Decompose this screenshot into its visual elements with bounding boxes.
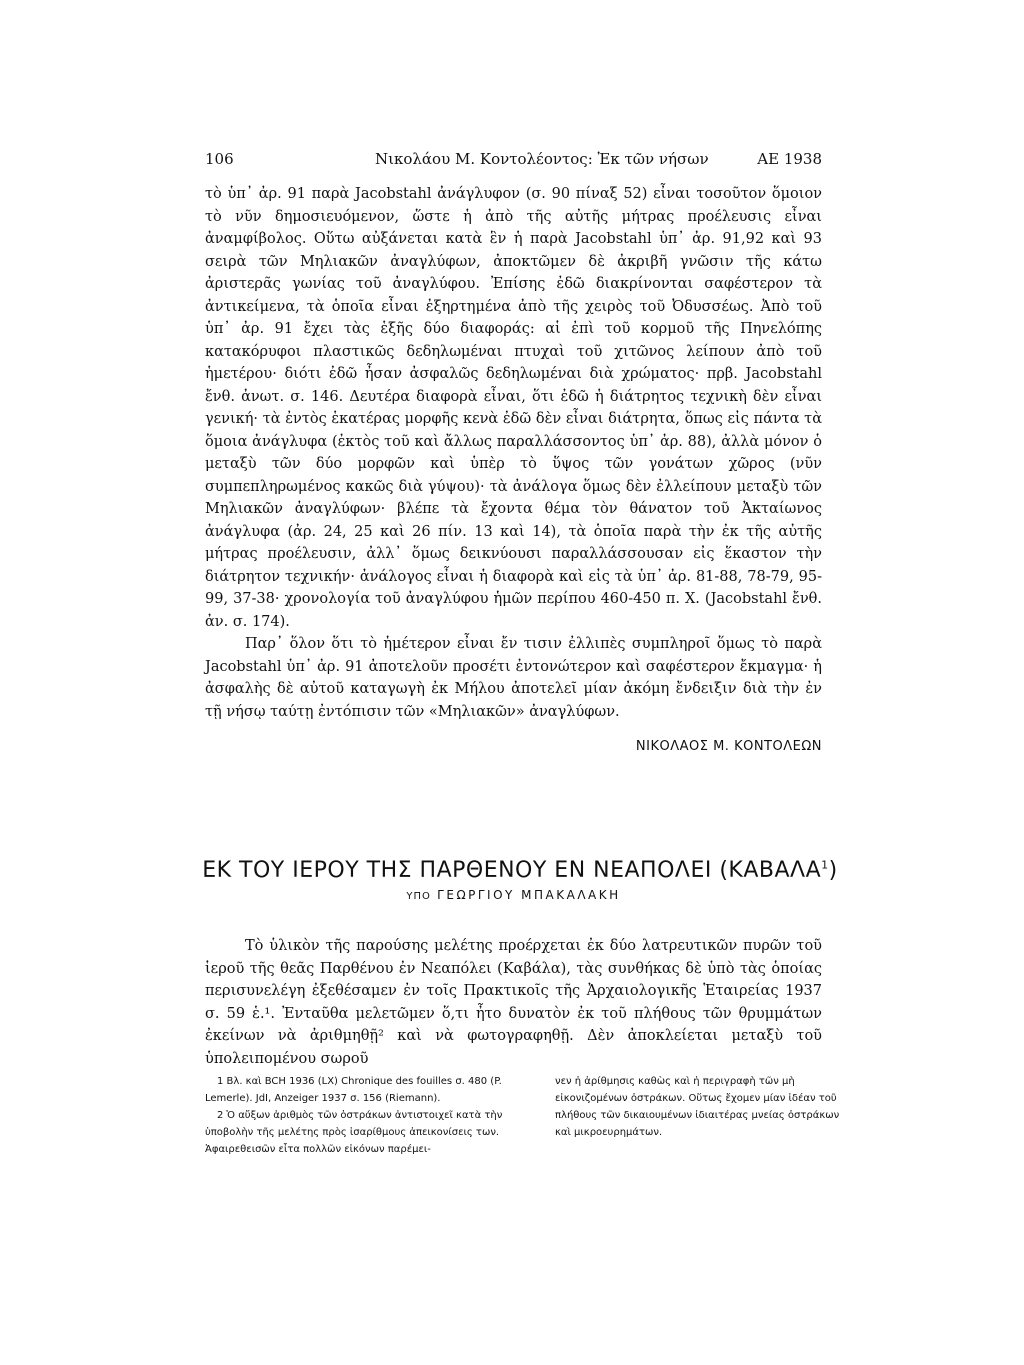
article-body [205,935,822,1070]
previous-article-text [205,183,822,723]
article-byline [205,888,822,902]
footnotes-left [205,1073,505,1158]
author-signature: ΝΙΚΟΛΑΟΣ Μ. ΚΟΝΤΟΛΕΩΝ [635,739,822,754]
article-title-text: ΕΚ ΤΟΥ ΙΕΡΟΥ ΤΗΣ ΠΑΡΘΕΝΟΥ ΕΝ ΝΕΑΠΟΛΕΙ (ΚΑΒΑΛΑ [202,858,822,883]
journal-label: ΑΕ 1938 [757,150,822,168]
footnote-1: 1 Βλ. καὶ BCH 1936 (LX) Chronique des fouilles σ. 480 (P. Lemerle). JdI, Anzeiger 1937 σ. 156 (Riemann). [205,1076,502,1104]
article-title [180,858,860,883]
article-title-close: ) [828,858,838,883]
running-header [205,150,822,172]
body-paragraph: τὸ ὑπ᾽ ἀρ. 91 παρὰ Jacobstahl ἀνάγλυφον (σ. 90 πίναξ 52) εἶναι τοσοῦτον ὅμοιον τὸ νῦν δημοσιευόμενον, ὥστε ἡ ἀπὸ τῆς αὐτῆς μήτρας προέλευσις εἶναι ἀναμφίβολος. Οὕτω αὐξάνεται κατὰ ἓν ἡ παρὰ Jacobstahl ὑπ᾽ ἀρ. 91,92 καὶ 93 σειρὰ τῶν Μηλιακῶν ἀναγλύφων, ἀποκτῶμεν δὲ ἀκριβῆ γνῶσιν τῆς κάτω ἀριστερᾶς γωνίας τοῦ ἀναγλύφου. Ἐπίσης ἐδῶ διακρίνονται σαφέστερον τὰ ἀντικείμενα, τὰ ὁποῖα εἶναι ἐξηρτημένα ἀπὸ τῆς χειρὸς τοῦ Ὀδυσσέως. Ἀπὸ τοῦ ὑπ᾽ ἀρ. 91 ἔχει τὰς ἑξῆς δύο διαφοράς: αἱ ἐπὶ τοῦ κορμοῦ τῆς Πηνελόπης κατακόρυφοι πλαστικῶς δεδηλωμέναι πτυχαὶ τοῦ χιτῶνος λείπουν ἀπὸ τοῦ ἡμετέρου· διότι ἐδῶ ἦσαν ἀσφαλῶς δεδηλωμέναι διὰ χρώματος· πρβ. Jacobstahl ἔνθ. ἀνωτ. σ. 146. Δευτέρα διαφορὰ εἶναι, ὅτι ἐδῶ ἡ διάτρητος τεχνικὴ δὲν εἶναι γενική· τὰ ἐντὸς ἑκατέρας μορφῆς κενὰ ἐδῶ δὲν εἶναι διάτρητα, ὅπως εἰς πάντα τὰ ὅμοια ἀνάγλυφα (ἐκτὸς τοῦ καὶ ἄλλως παραλλάσσοντος ὑπ᾽ ἀρ. 88), ἀλλὰ μόνον ὁ μεταξὺ τῶν δύο μορφῶν καὶ ὑπὲρ τὸ ὕψος τῶν γονάτων χῶρος (νῦν συμπεπληρωμένος κακῶς διὰ γύψου)· τὰ ἀνάλογα ὅμως δὲν ἐλλείπουν μεταξὺ τῶν Μηλιακῶν ἀναγλύφων· βλέπε τὰ ἔχοντα θέμα τὸν θάνατον τοῦ Ἀκταίωνος ἀνάγλυφα (ἀρ. 24, 25 καὶ 26 πίν. 13 καὶ 14), τὰ ὁποῖα παρὰ τὴν ἐκ τῆς αὐτῆς μήτρας προέλευσιν, ἀλλ᾽ ὅμως δεικνύουσι παραλλάσσουσαν εἰς ἕκαστον τὴν διάτρητον τεχνικήν· ἀνάλογος εἶναι ἡ διαφορὰ καὶ εἰς τὰ ὑπ᾽ ἀρ. 81-88, 78-79, 95-99, 37-38· χρονολογία τοῦ ἀναγλύφου ἡμῶν περίπου 460-450 π. Χ. (Jacobstahl ἔνθ. ἀν. σ. 174). [205,186,822,630]
footnote-2-continued: νεν ἡ ἀρίθμησις καθὼς καὶ ἡ περιγραφὴ τῶν μὴ εἰκονιζομένων ὀστράκων. Οὕτως ἔχομεν μίαν ἰδέαν τοῦ πλήθους τῶν δικαιουμένων ἰδιαιτέρας μνείας ὀστράκων καὶ μικροευρημάτων. [555,1076,840,1138]
body-paragraph: Παρ᾽ ὅλον ὅτι τὸ ἡμέτερον εἶναι ἔν τισιν ἐλλιπὲς συμπληροῖ ὅμως τὸ παρὰ Jacobstahl ὑπ᾽ ἀρ. 91 ἀποτελοῦν προσέτι ἐντονώτερον καὶ σαφέστερον ἔκμαγμα· ἡ ἀσφαλὴς δὲ αὐτοῦ καταγωγὴ ἐκ Μήλου ἀποτελεῖ μίαν ἀκόμη ἔνδειξιν διὰ τὴν ἐν τῇ νήσῳ ταύτῃ ἐντόπισιν τῶν «Μηλιακῶν» ἀναγλύφων. [205,636,822,720]
page-number: 106 [205,150,234,168]
footnotes-right [555,1073,850,1141]
article-paragraph: Τὸ ὑλικὸν τῆς παρούσης μελέτης προέρχεται ἐκ δύο λατρευτικῶν πυρῶν τοῦ ἱεροῦ τῆς θεᾶς Παρθένου ἐν Νεαπόλει (Καβάλα), τὰς συνθήκας δὲ ὑπὸ τὰς ὁποίας περισυνελέγη ἐξεθέσαμεν ἐν τοῖς Πρακτικοῖς τῆς Ἀρχαιολογικῆς Ἑταιρείας 1937 σ. 59 ἑ.¹. Ἐνταῦθα μελετῶμεν ὅ,τι ἦτο δυνατὸν ἐκ τοῦ πλήθους τῶν θρυμμάτων ἐκείνων νὰ ἀριθμηθῇ² καὶ νὰ φωτογραφηθῇ. Δὲν ἀποκλείεται μεταξὺ τοῦ ὑπολειπομένου σωροῦ [205,938,822,1067]
footnote-2: 2 Ὁ αὔξων ἀριθμὸς τῶν ὀστράκων ἀντιστοιχεῖ κατὰ τὴν ὑποβολὴν τῆς μελέτης πρὸς ἰσαρίθμους ἀπεικονίσεις των. Ἀφαιρεθεισῶν εἶτα πολλῶν εἰκόνων παρέμει- [205,1110,503,1155]
byline-author: ΓΕΩΡΓΙΟΥ ΜΠΑΚΑΛΑΚΗ [437,888,621,902]
running-title: Νικολάου Μ. Κοντολέοντος: Ἐκ τῶν νήσων [375,150,709,168]
byline-prefix: ΥΠΟ [406,891,431,902]
title-footnote-mark: 1 [821,858,829,872]
